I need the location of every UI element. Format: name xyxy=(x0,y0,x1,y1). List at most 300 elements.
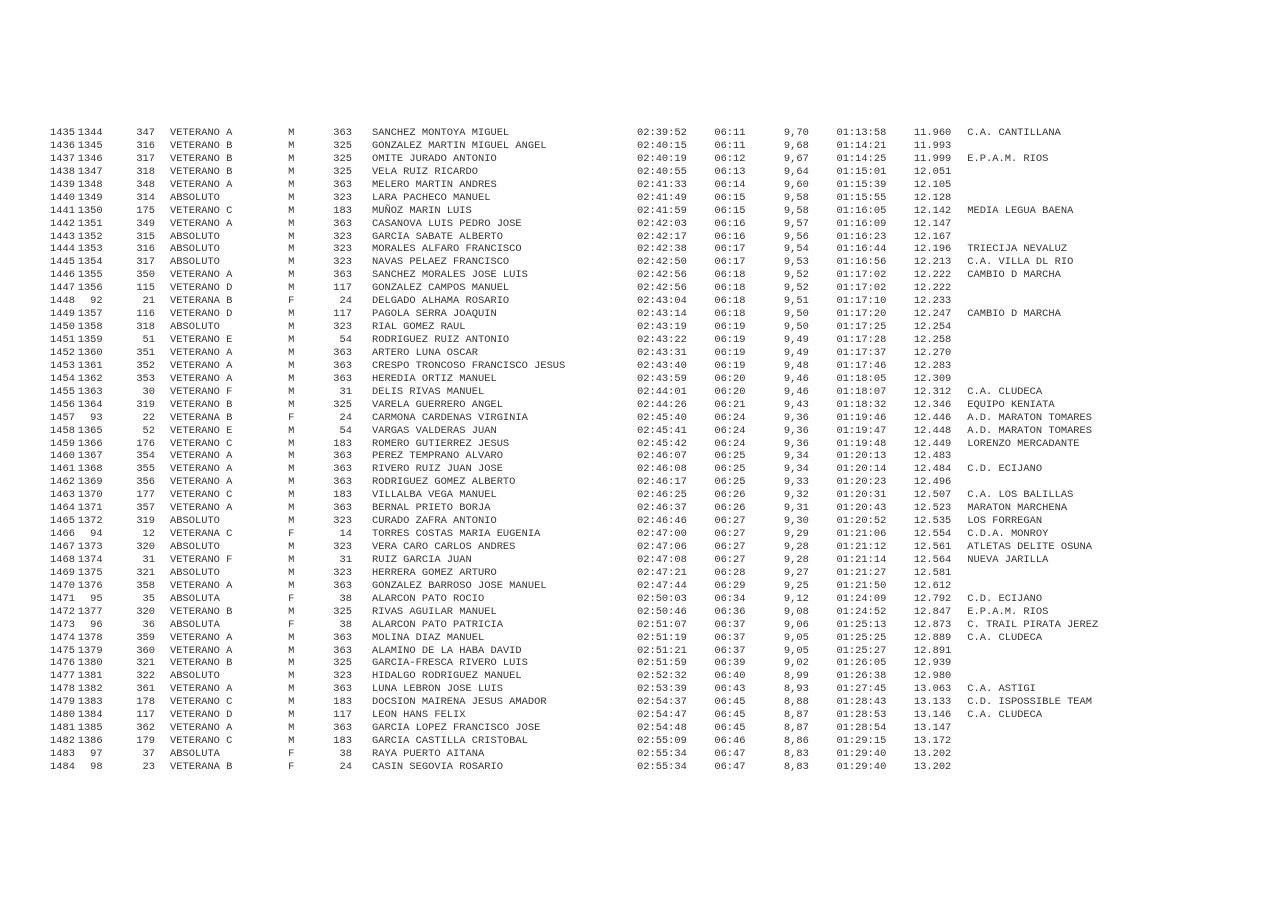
distance-gap-cell: 12.270 xyxy=(913,346,952,359)
category-total-cell: 323 xyxy=(333,256,352,269)
distance-gap-cell: 13.063 xyxy=(913,683,952,696)
gender-cell: M xyxy=(288,165,295,178)
pace-cell: 06:43 xyxy=(714,683,746,696)
table-row xyxy=(0,153,1140,166)
general-position-cell: 1375 xyxy=(77,566,103,579)
position-cell: 1483 xyxy=(50,748,75,760)
pace-cell: 06:24 xyxy=(714,424,746,437)
category-position-cell: 179 xyxy=(136,735,156,748)
club-cell xyxy=(951,321,1140,334)
time-gap-cell: 01:16:44 xyxy=(836,243,887,256)
club-cell xyxy=(951,140,1140,153)
position-cell: 1474 xyxy=(50,631,75,644)
general-position-cell: 1376 xyxy=(77,579,103,592)
runner-name-cell: VARELA GUERRERO ANGEL xyxy=(371,398,503,411)
runner-name-cell: GARCIA-FRESCA RIVERO LUIS xyxy=(371,657,528,670)
position-cell: 1435 xyxy=(50,127,75,139)
pace-cell: 06:16 xyxy=(714,217,746,230)
position-cell: 1478 xyxy=(50,683,75,696)
general-position-cell: 97 xyxy=(90,748,103,760)
gender-cell: M xyxy=(288,515,295,528)
category-cell: VETERANA C xyxy=(170,528,233,541)
time-gap-cell: 01:24:09 xyxy=(836,592,887,605)
distance-gap-cell: 12.222 xyxy=(913,282,952,295)
pace-cell: 06:27 xyxy=(714,541,746,553)
speed-cell: 9,30 xyxy=(783,515,809,528)
category-total-cell: 24 xyxy=(339,295,352,308)
category-cell: VETERANO A xyxy=(170,359,233,372)
runner-name-cell: HERRERA GOMEZ ARTURO xyxy=(371,566,497,579)
category-position-cell: 30 xyxy=(142,385,156,398)
general-position-cell: 1359 xyxy=(77,334,103,346)
category-position-cell: 317 xyxy=(136,152,156,165)
position-cell: 1484 xyxy=(50,760,75,773)
category-position-cell: 316 xyxy=(136,243,156,256)
runner-name-cell: OMITE JURADO ANTONIO xyxy=(371,152,497,165)
runner-name-cell: LUNA LEBRON JOSE LUIS xyxy=(371,683,503,696)
time-gap-cell: 01:19:47 xyxy=(836,424,887,437)
position-cell: 1464 xyxy=(50,502,75,515)
speed-cell: 9,51 xyxy=(783,295,809,308)
position-cell: 1476 xyxy=(50,657,75,670)
runner-name-cell: GONZALEZ CAMPOS MANUEL xyxy=(371,282,510,295)
position-cell: 1439 xyxy=(50,178,75,191)
category-total-cell: 363 xyxy=(333,127,352,139)
runner-name-cell: LARA PACHECO MANUEL xyxy=(371,191,491,204)
position-cell: 1466 xyxy=(50,528,75,541)
speed-cell: 8,99 xyxy=(783,670,809,683)
table-row xyxy=(0,657,1140,670)
gender-cell: M xyxy=(288,334,295,346)
category-position-cell: 177 xyxy=(136,489,156,502)
category-cell: ABSOLUTO xyxy=(170,256,220,269)
category-cell: VETERANO C xyxy=(170,489,233,502)
table-row xyxy=(0,476,1140,489)
pace-cell: 06:18 xyxy=(714,308,746,321)
category-cell: VETERANO A xyxy=(170,450,233,463)
speed-cell: 9,64 xyxy=(783,165,809,178)
pace-cell: 06:18 xyxy=(714,269,746,282)
club-cell xyxy=(951,580,1140,593)
pace-cell: 06:47 xyxy=(714,748,746,760)
category-position-cell: 321 xyxy=(136,657,156,670)
gender-cell: F xyxy=(288,618,295,631)
club-cell: LOS FORREGAN xyxy=(967,515,1043,528)
gender-cell: M xyxy=(288,346,295,359)
gender-cell: M xyxy=(288,463,295,476)
time-gap-cell: 01:28:43 xyxy=(836,696,887,709)
finish-time-cell: 02:44:26 xyxy=(636,398,687,411)
category-total-cell: 363 xyxy=(333,631,352,644)
gender-cell: M xyxy=(288,579,295,592)
general-position-cell: 1371 xyxy=(77,502,103,515)
category-total-cell: 363 xyxy=(333,463,352,476)
category-total-cell: 363 xyxy=(333,502,352,515)
time-gap-cell: 01:25:13 xyxy=(836,618,887,631)
position-cell: 1446 xyxy=(50,269,75,282)
club-cell xyxy=(951,347,1140,360)
speed-cell: 9,05 xyxy=(783,631,809,644)
finish-time-cell: 02:47:08 xyxy=(636,553,687,566)
position-cell: 1441 xyxy=(50,204,75,217)
finish-time-cell: 02:46:17 xyxy=(636,476,687,489)
pace-cell: 06:19 xyxy=(714,346,746,359)
category-cell: VETERANO E xyxy=(170,424,233,437)
category-total-cell: 363 xyxy=(333,476,352,489)
runner-name-cell: VILLALBA VEGA MANUEL xyxy=(371,489,497,502)
table-row xyxy=(0,567,1140,580)
position-cell: 1482 xyxy=(50,735,75,748)
position-cell: 1453 xyxy=(50,359,75,372)
time-gap-cell: 01:17:02 xyxy=(836,282,887,295)
finish-time-cell: 02:42:17 xyxy=(636,230,687,243)
general-position-cell: 1347 xyxy=(77,165,103,178)
finish-time-cell: 02:44:01 xyxy=(636,385,687,398)
position-cell: 1452 xyxy=(50,346,75,359)
time-gap-cell: 01:21:27 xyxy=(836,566,887,579)
time-gap-cell: 01:21:50 xyxy=(836,579,887,592)
finish-time-cell: 02:43:59 xyxy=(636,372,687,385)
table-row xyxy=(0,166,1140,179)
gender-cell: M xyxy=(288,243,295,256)
distance-gap-cell: 12.847 xyxy=(913,605,952,618)
runner-name-cell: ALARCON PATO PATRICIA xyxy=(371,618,503,631)
position-cell: 1456 xyxy=(50,398,75,411)
gender-cell: M xyxy=(288,282,295,295)
category-cell: VETERANO B xyxy=(170,657,233,670)
runner-name-cell: ALAMINO DE LA HABA DAVID xyxy=(371,644,522,657)
category-total-cell: 363 xyxy=(333,269,352,282)
category-cell: VETERANA B xyxy=(170,411,233,424)
category-total-cell: 38 xyxy=(339,592,352,605)
table-row xyxy=(0,425,1140,438)
table-row xyxy=(0,205,1140,218)
distance-gap-cell: 12.051 xyxy=(913,165,952,178)
category-position-cell: 36 xyxy=(142,618,156,631)
finish-time-cell: 02:53:39 xyxy=(636,683,687,696)
speed-cell: 8,93 xyxy=(783,683,809,696)
speed-cell: 9,60 xyxy=(783,178,809,191)
category-position-cell: 319 xyxy=(136,515,156,528)
general-position-cell: 1372 xyxy=(77,515,103,528)
club-cell xyxy=(951,722,1140,735)
position-cell: 1467 xyxy=(50,541,75,553)
time-gap-cell: 01:20:14 xyxy=(836,463,887,476)
pace-cell: 06:37 xyxy=(714,631,746,644)
category-position-cell: 37 xyxy=(142,748,156,760)
runner-name-cell: VARGAS VALDERAS JUAN xyxy=(371,424,497,437)
runner-name-cell: CASIN SEGOVIA ROSARIO xyxy=(371,760,503,773)
club-cell: MEDIA LEGUA BAENA xyxy=(967,204,1074,217)
gender-cell: M xyxy=(288,398,295,411)
time-gap-cell: 01:19:46 xyxy=(836,411,887,424)
pace-cell: 06:46 xyxy=(714,735,746,748)
gender-cell: M xyxy=(288,605,295,618)
gender-cell: M xyxy=(288,566,295,579)
finish-time-cell: 02:47:44 xyxy=(636,579,687,592)
distance-gap-cell: 13.202 xyxy=(913,760,952,773)
club-cell: C.A. CLUDECA xyxy=(967,709,1043,722)
finish-time-cell: 02:51:21 xyxy=(636,644,687,657)
general-position-cell: 1374 xyxy=(77,553,103,566)
general-position-cell: 95 xyxy=(90,592,103,605)
pace-cell: 06:25 xyxy=(714,476,746,489)
position-cell: 1458 xyxy=(50,424,75,437)
distance-gap-cell: 12.873 xyxy=(913,618,952,631)
gender-cell: F xyxy=(288,592,295,605)
runner-name-cell: TORRES COSTAS MARIA EUGENIA xyxy=(371,528,541,541)
results-table xyxy=(0,127,1140,774)
category-cell: VETERANO C xyxy=(170,204,233,217)
category-total-cell: 323 xyxy=(333,230,352,243)
speed-cell: 9,02 xyxy=(783,657,809,670)
speed-cell: 9,34 xyxy=(783,450,809,463)
distance-gap-cell: 12.446 xyxy=(913,411,952,424)
table-row xyxy=(0,528,1140,541)
speed-cell: 9,54 xyxy=(783,243,809,256)
general-position-cell: 1383 xyxy=(77,696,103,709)
category-total-cell: 323 xyxy=(333,566,352,579)
runner-name-cell: GONZALEZ MARTIN MIGUEL ANGEL xyxy=(371,139,547,152)
category-cell: VETERANO B xyxy=(170,605,233,618)
club-cell xyxy=(951,360,1140,373)
pace-cell: 06:45 xyxy=(714,709,746,722)
distance-gap-cell: 13.202 xyxy=(913,748,952,760)
runner-name-cell: CURADO ZAFRA ANTONIO xyxy=(371,515,497,528)
runner-name-cell: GONZALEZ BARROSO JOSE MANUEL xyxy=(371,579,547,592)
speed-cell: 9,43 xyxy=(783,398,809,411)
finish-time-cell: 02:51:19 xyxy=(636,631,687,644)
category-cell: ABSOLUTO xyxy=(170,541,220,553)
category-position-cell: 178 xyxy=(136,696,156,709)
distance-gap-cell: 12.346 xyxy=(913,398,952,411)
time-gap-cell: 01:28:54 xyxy=(836,722,887,735)
finish-time-cell: 02:43:40 xyxy=(636,359,687,372)
time-gap-cell: 01:16:23 xyxy=(836,230,887,243)
category-total-cell: 24 xyxy=(339,411,352,424)
club-cell: C.A. VILLA DL RIO xyxy=(967,256,1074,269)
general-position-cell: 1363 xyxy=(77,385,103,398)
category-cell: VETERANO F xyxy=(170,385,233,398)
runner-name-cell: VERA CARO CARLOS ANDRES xyxy=(371,541,516,553)
general-position-cell: 1377 xyxy=(77,605,103,618)
category-position-cell: 358 xyxy=(136,579,156,592)
runner-name-cell: ARTERO LUNA OSCAR xyxy=(371,346,478,359)
club-cell xyxy=(951,231,1140,244)
category-position-cell: 362 xyxy=(136,722,156,735)
general-position-cell: 1346 xyxy=(77,152,103,165)
table-row xyxy=(0,619,1140,632)
category-position-cell: 350 xyxy=(136,269,156,282)
category-total-cell: 323 xyxy=(333,670,352,683)
category-cell: VETERANO A xyxy=(170,346,233,359)
gender-cell: M xyxy=(288,127,295,139)
category-position-cell: 52 xyxy=(142,424,156,437)
table-row xyxy=(0,127,1140,140)
category-total-cell: 363 xyxy=(333,217,352,230)
finish-time-cell: 02:52:32 xyxy=(636,670,687,683)
pace-cell: 06:24 xyxy=(714,411,746,424)
position-cell: 1437 xyxy=(50,152,75,165)
finish-time-cell: 02:47:06 xyxy=(636,541,687,553)
table-row xyxy=(0,308,1140,321)
category-total-cell: 363 xyxy=(333,346,352,359)
club-cell xyxy=(951,192,1140,205)
general-position-cell: 1355 xyxy=(77,269,103,282)
pace-cell: 06:24 xyxy=(714,437,746,450)
distance-gap-cell: 12.254 xyxy=(913,321,952,334)
category-total-cell: 31 xyxy=(339,385,352,398)
category-cell: VETERANO A xyxy=(170,178,233,191)
position-cell: 1475 xyxy=(50,644,75,657)
time-gap-cell: 01:29:15 xyxy=(836,735,887,748)
distance-gap-cell: 13.133 xyxy=(913,696,952,709)
category-cell: ABSOLUTO xyxy=(170,191,220,204)
category-total-cell: 363 xyxy=(333,450,352,463)
general-position-cell: 1350 xyxy=(77,204,103,217)
time-gap-cell: 01:15:55 xyxy=(836,191,887,204)
table-row xyxy=(0,269,1140,282)
table-row xyxy=(0,502,1140,515)
finish-time-cell: 02:42:56 xyxy=(636,269,687,282)
category-cell: VETERANA B xyxy=(170,295,233,308)
category-position-cell: 22 xyxy=(142,411,156,424)
speed-cell: 9,33 xyxy=(783,476,809,489)
time-gap-cell: 01:20:31 xyxy=(836,489,887,502)
table-row xyxy=(0,218,1140,231)
distance-gap-cell: 13.172 xyxy=(913,735,952,748)
finish-time-cell: 02:43:22 xyxy=(636,334,687,346)
runner-name-cell: HEREDIA ORTIZ MANUEL xyxy=(371,372,497,385)
category-position-cell: 355 xyxy=(136,463,156,476)
position-cell: 1454 xyxy=(50,372,75,385)
finish-time-cell: 02:51:59 xyxy=(636,657,687,670)
speed-cell: 9,36 xyxy=(783,411,809,424)
distance-gap-cell: 12.309 xyxy=(913,372,952,385)
finish-time-cell: 02:41:59 xyxy=(636,204,687,217)
category-position-cell: 21 xyxy=(142,295,156,308)
table-row xyxy=(0,231,1140,244)
time-gap-cell: 01:26:05 xyxy=(836,657,887,670)
pace-cell: 06:45 xyxy=(714,696,746,709)
table-row xyxy=(0,709,1140,722)
speed-cell: 9,52 xyxy=(783,269,809,282)
speed-cell: 9,25 xyxy=(783,579,809,592)
gender-cell: M xyxy=(288,644,295,657)
position-cell: 1481 xyxy=(50,722,75,735)
time-gap-cell: 01:15:01 xyxy=(836,165,887,178)
category-cell: ABSOLUTO xyxy=(170,670,220,683)
distance-gap-cell: 11.999 xyxy=(913,152,952,165)
table-row xyxy=(0,412,1140,425)
pace-cell: 06:17 xyxy=(714,243,746,256)
runner-name-cell: RIVERO RUIZ JUAN JOSE xyxy=(371,463,503,476)
speed-cell: 8,88 xyxy=(783,696,809,709)
speed-cell: 9,48 xyxy=(783,359,809,372)
general-position-cell: 1361 xyxy=(77,359,103,372)
position-cell: 1457 xyxy=(50,411,75,424)
category-total-cell: 183 xyxy=(333,735,352,748)
pace-cell: 06:34 xyxy=(714,592,746,605)
category-position-cell: 23 xyxy=(142,760,156,773)
position-cell: 1445 xyxy=(50,256,75,269)
speed-cell: 9,68 xyxy=(783,139,809,152)
table-row xyxy=(0,256,1140,269)
position-cell: 1460 xyxy=(50,450,75,463)
gender-cell: M xyxy=(288,476,295,489)
category-position-cell: 347 xyxy=(136,127,156,139)
category-position-cell: 319 xyxy=(136,398,156,411)
club-cell: A.D. MARATON TOMARES xyxy=(967,411,1093,424)
table-row xyxy=(0,360,1140,373)
finish-time-cell: 02:41:33 xyxy=(636,178,687,191)
category-total-cell: 325 xyxy=(333,657,352,670)
runner-name-cell: CRESPO TRONCOSO FRANCISCO JESUS xyxy=(371,359,566,372)
general-position-cell: 1367 xyxy=(77,450,103,463)
pace-cell: 06:20 xyxy=(714,385,746,398)
category-total-cell: 31 xyxy=(339,553,352,566)
distance-gap-cell: 12.564 xyxy=(913,553,952,566)
club-cell xyxy=(951,735,1140,748)
pace-cell: 06:13 xyxy=(714,165,746,178)
club-cell xyxy=(951,166,1140,179)
time-gap-cell: 01:14:25 xyxy=(836,152,887,165)
speed-cell: 9,27 xyxy=(783,566,809,579)
pace-cell: 06:36 xyxy=(714,605,746,618)
pace-cell: 06:27 xyxy=(714,553,746,566)
speed-cell: 9,32 xyxy=(783,489,809,502)
speed-cell: 9,36 xyxy=(783,437,809,450)
gender-cell: M xyxy=(288,657,295,670)
position-cell: 1468 xyxy=(50,553,75,566)
distance-gap-cell: 12.213 xyxy=(913,256,952,269)
table-row xyxy=(0,243,1140,256)
finish-time-cell: 02:46:46 xyxy=(636,515,687,528)
position-cell: 1442 xyxy=(50,217,75,230)
speed-cell: 9,36 xyxy=(783,424,809,437)
category-cell: VETERANO A xyxy=(170,644,233,657)
position-cell: 1438 xyxy=(50,165,75,178)
distance-gap-cell: 12.147 xyxy=(913,217,952,230)
runner-name-cell: PAGOLA SERRA JOAQUIN xyxy=(371,308,497,321)
table-row xyxy=(0,192,1140,205)
general-position-cell: 1386 xyxy=(77,735,103,748)
category-cell: VETERANO A xyxy=(170,722,233,735)
general-position-cell: 1352 xyxy=(77,230,103,243)
finish-time-cell: 02:42:38 xyxy=(636,243,687,256)
category-cell: VETERANO A xyxy=(170,372,233,385)
speed-cell: 9,49 xyxy=(783,346,809,359)
club-cell xyxy=(951,218,1140,231)
distance-gap-cell: 12.523 xyxy=(913,502,952,515)
table-row xyxy=(0,670,1140,683)
pace-cell: 06:19 xyxy=(714,321,746,334)
gender-cell: M xyxy=(288,696,295,709)
runner-name-cell: PEREZ TEMPRANO ALVARO xyxy=(371,450,503,463)
general-position-cell: 1345 xyxy=(77,139,103,152)
category-total-cell: 363 xyxy=(333,372,352,385)
table-row xyxy=(0,282,1140,295)
speed-cell: 9,28 xyxy=(783,553,809,566)
runner-name-cell: MELERO MARTIN ANDRES xyxy=(371,178,497,191)
gender-cell: M xyxy=(288,256,295,269)
table-row xyxy=(0,179,1140,192)
time-gap-cell: 01:19:48 xyxy=(836,437,887,450)
gender-cell: F xyxy=(288,760,295,773)
category-total-cell: 323 xyxy=(333,321,352,334)
pace-cell: 06:20 xyxy=(714,372,746,385)
club-cell xyxy=(951,567,1140,580)
